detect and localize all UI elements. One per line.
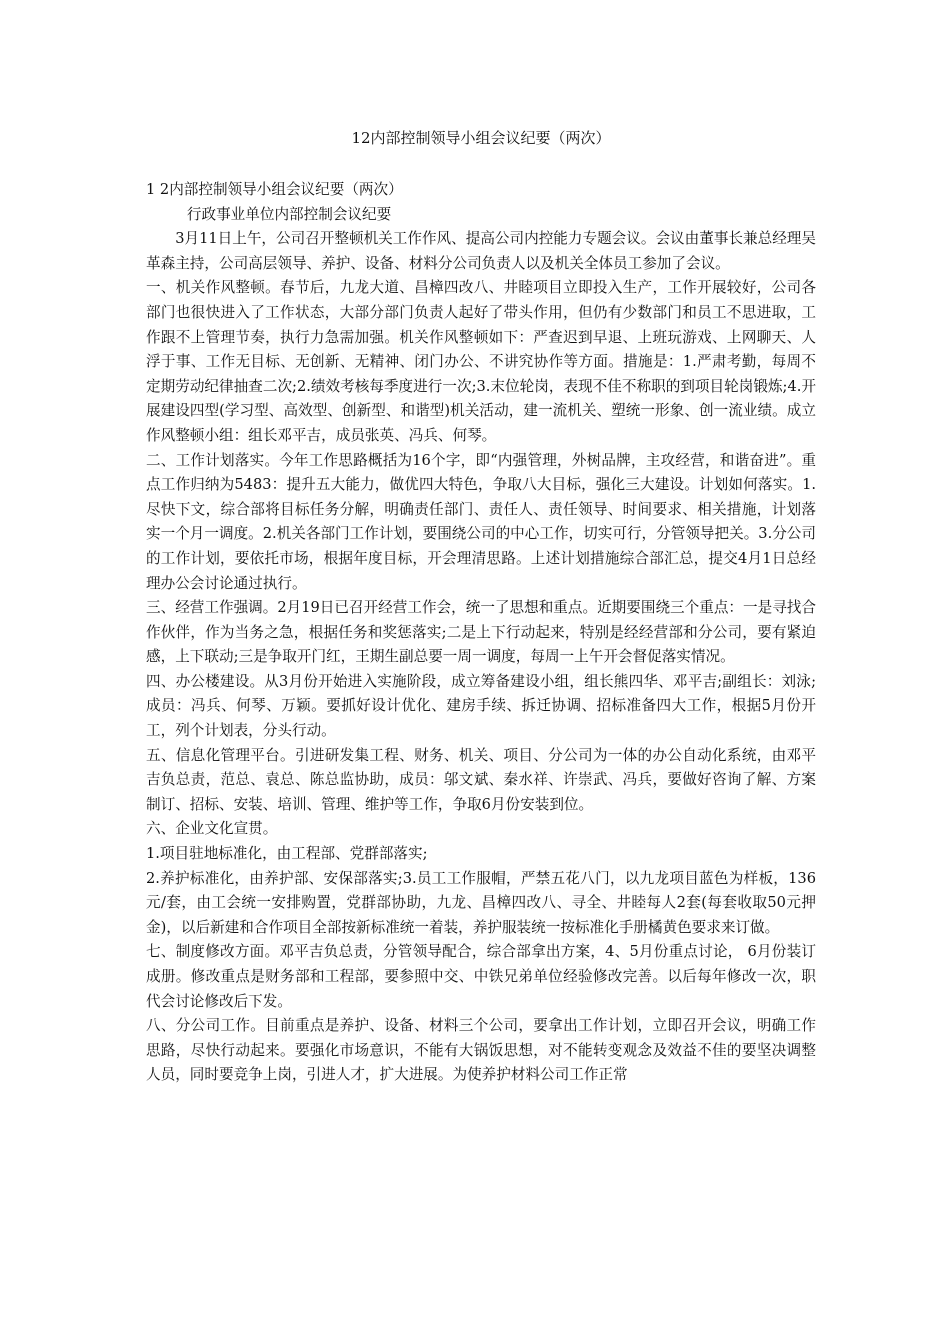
paragraph-section-4: 四、办公楼建设。从3月份开始进入实施阶段，成立筹备建设小组，组长熊四华、邓平吉;副组长：刘泳;成员：冯兵、何琴、万颖。要抓好设计优化、建房手续、拆迁协调、招标准备四大工作，根据5月份开工，列个计划表，分头行动。 [146, 672, 816, 740]
paragraph-section-1: 一、机关作风整顿。春节后，九龙大道、昌樟四改八、井睦项目立即投入生产，工作开展较好，公司各部门也很快进入了工作状态，大部分部门负责人起好了带头作用，但仍有少数部门和员工不思进取，工作跟不上管理节奏，执行力急需加强。机关作风整顿如下：严查迟到早退、上班玩游戏、上网聊天、人浮于事、工作无目标、无创新、无精神、闭门办公、不讲究协作等方面。措施是：1.严肃考勤，每周不定期劳动纪律抽查二次;2.绩效考核每季度进行一次;3.末位轮岗，表现不佳不称职的到项目轮岗锻炼;4.开展建设四型(学习型、高效型、创新型、和谐型)机关活动，建一流机关、塑统一形象、创一流业绩。成立作风整顿小组：组长邓平吉，成员张英、冯兵、何琴。 [146, 279, 816, 444]
document-subheading: 行政事业单位内部控制会议纪要 [186, 205, 392, 223]
document-title: 12内部控制领导小组会议纪要（两次） [351, 129, 611, 147]
paragraph-section-8: 八、分公司工作。目前重点是养护、设备、材料三个公司，要拿出工作计划，立即召开会议，明确工作思路，尽快行动起来。要强化市场意识，不能有大锅饭思想，对不能转变观念及效益不佳的要坚决调整人员，同时要竞争上岗，引进人才，扩大进展。为使养护材料公司工作正常 [146, 1017, 816, 1084]
document-body [146, 178, 816, 1088]
paragraph-section-2: 二、工作计划落实。今年工作思路概括为16个字，即“内强管理，外树品牌，主攻经营，和谐奋进”。重点工作归纳为5483：提升五大能力，做优四大特色，争取八大目标，强化三大建设。计划如何落实。1.尽快下文，综合部将目标任务分解，明确责任部门、责任人、责任领导、时间要求、相关措施，计划落实一个月一调度。2.机关各部门工作计划，要围绕公司的中心工作，切实可行，分管领导把关。3.分公司的工作计划，要依托市场，根据年度目标，开会理清思路。上述计划措施综合部汇总，提交4月1日总经理办公会讨论通过执行。 [146, 451, 816, 592]
paragraph-meeting-intro: 3月11日上午，公司召开整顿机关工作作风、提高公司内控能力专题会议。会议由董事长兼总经理吴革森主持，公司高层领导、养护、设备、材料分公司负责人以及机关全体员工参加了会议。 [146, 230, 816, 272]
paragraph-section-6-item-1: 1.项目驻地标准化，由工程部、党群部落实; [146, 845, 428, 863]
paragraph-section-7: 七、制度修改方面。邓平吉负总责，分管领导配合，综合部拿出方案，4、5月份重点讨论， 6月份装订成册。修改重点是财务部和工程部，要参照中交、中铁兄弟单位经验修改完善。以后每年修改一次，职代会讨论修改后下发。 [146, 943, 816, 1010]
paragraph-section-6-item-2: 2.养护标准化，由养护部、安保部落实;3.员工工作服帽，严禁五花八门，以九龙项目蓝色为样板，136元/套，由工会统一安排购置，党群部协助，九龙、昌樟四改八、寻全、井睦每人2套(每套收取50元押金)，以后新建和合作项目全部按新标准统一着装，养护服装统一按标准化手册橘黄色要求来订做。 [146, 869, 816, 936]
paragraph-section-5: 五、信息化管理平台。引进研发集工程、财务、机关、项目、分公司为一体的办公自动化系统，由邓平吉负总责，范总、袁总、陈总监协助，成员：邬文斌、秦水祥、许崇武、冯兵，要做好咨询了解、方案制订、招标、安装、培训、管理、维护等工作，争取6月份安装到位。 [146, 746, 816, 813]
document-heading: 1 2内部控制领导小组会议纪要（两次） [146, 181, 403, 198]
paragraph-section-6: 六、企业文化宣贯。 [146, 820, 278, 838]
document-page [146, 0, 816, 1344]
paragraph-section-3: 三、经营工作强调。2月19日已召开经营工作会，统一了思想和重点。近期要围绕三个重点：一是寻找合作伙伴，作为当务之急，根据任务和奖惩落实;二是上下行动起来，特别是经经营部和分公司，要有紧迫感，上下联动;三是争取开门红，王期生副总要一周一调度，每周一上午开会督促落实情况。 [146, 599, 816, 666]
